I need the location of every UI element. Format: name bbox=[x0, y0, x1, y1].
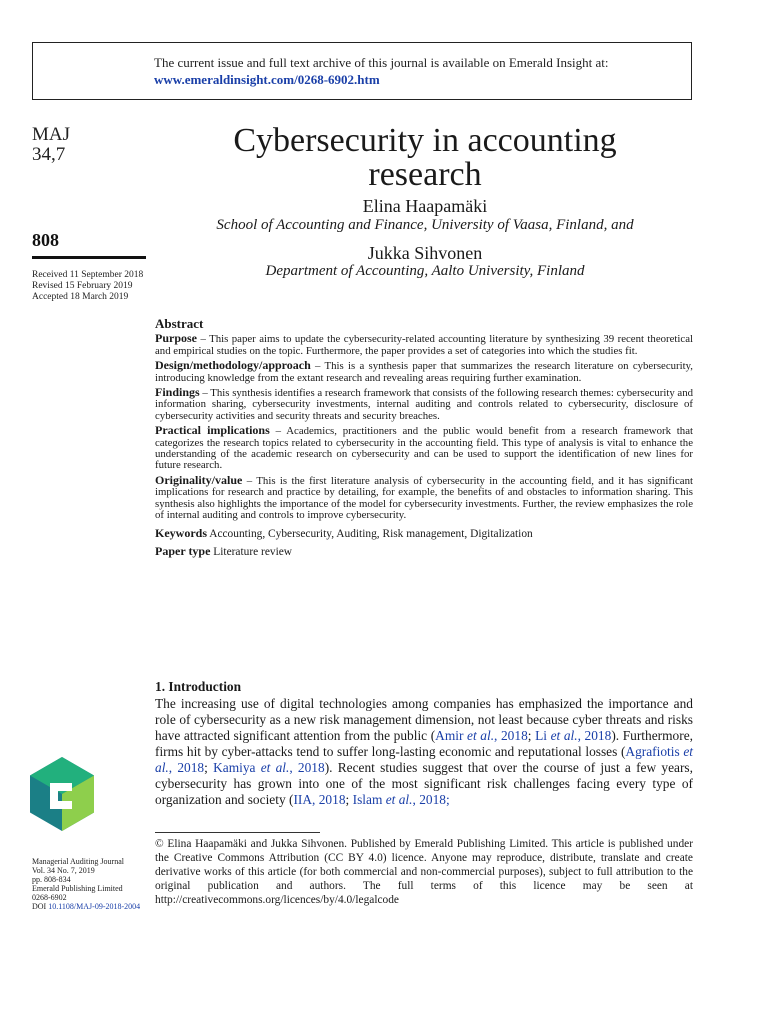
page-number-rule bbox=[32, 256, 146, 259]
journal-volume-issue: 34,7 bbox=[32, 144, 66, 165]
footer-pages: pp. 808-834 bbox=[32, 875, 71, 884]
citation-etal: et al. bbox=[385, 792, 413, 807]
keywords-label: Keywords bbox=[155, 525, 207, 540]
purpose-text: – This paper aims to update the cybersecurity-related accounting literature by synthesizing 39 recent theoretical and empirical studies on the topic. Furthermore, the paper provides a set of categories into which the studies fit. bbox=[155, 333, 693, 357]
paper-type bbox=[155, 543, 693, 558]
license-rule bbox=[155, 832, 320, 833]
intro-text: The increasing use of digital technologies among companies has emphasized the importance and role of cybersecurity as a new risk management dimension, not least because cyber threats and risks have attracted significant attention from the public ( bbox=[155, 696, 693, 743]
citation-author: Agrafiotis bbox=[625, 744, 684, 759]
abstract-practical bbox=[155, 425, 693, 472]
citation-author: Islam bbox=[352, 792, 386, 807]
introduction-section bbox=[155, 679, 693, 808]
emerald-logo-icon bbox=[30, 757, 94, 831]
title-line-2: research bbox=[368, 156, 482, 193]
findings-text: – This synthesis identifies a research framework that consists of the following research themes: cybersecurity and information sharing, cybersecurity investments, internal auditing and controls related to cybersecurity, disclosure of cybersecurity activities and security threats and security breaches. bbox=[155, 387, 694, 422]
doi-link[interactable]: 10.1108/MAJ-09-2018-2004 bbox=[48, 902, 141, 911]
paper-type-text: Literature review bbox=[210, 545, 293, 558]
originality-label: Originality/value bbox=[155, 472, 243, 487]
revised-date: Revised 15 February 2019 bbox=[32, 281, 133, 291]
journal-abbrev: MAJ bbox=[32, 124, 71, 145]
citation-separator: ; bbox=[527, 728, 536, 743]
intro-text: ). Recent studies suggest that over the course of just a few years, cybersecurity has grown into one of the most significant risk challenges facing every type of organization and society ( bbox=[155, 760, 693, 807]
intro-text: ). Furthermore, firms hit by cyber-attacks tend to suffer long-lasting economic and reputational losses ( bbox=[155, 728, 693, 759]
citation-kamiya[interactable] bbox=[213, 760, 325, 775]
footer-journal: Managerial Auditing Journal bbox=[32, 857, 124, 866]
footer-publisher: Emerald Publishing Limited bbox=[32, 884, 123, 893]
keywords-text: Accounting, Cybersecurity, Auditing, Risk management, Digitalization bbox=[207, 527, 533, 540]
design-text: – This is a synthesis paper that summarizes the research literature on cybersecurity, introducing knowledge from the extant research and revealing areas requiring further examination. bbox=[155, 360, 693, 384]
journal-url-link[interactable]: www.emeraldinsight.com/0268-6902.htm bbox=[154, 72, 380, 87]
submission-dates bbox=[32, 270, 143, 303]
footer-doi bbox=[32, 902, 152, 911]
title-line-1: Cybersecurity in accounting bbox=[233, 122, 617, 159]
citation-iia[interactable]: IIA, 2018 bbox=[293, 792, 346, 807]
doi-label: DOI bbox=[32, 902, 49, 911]
received-date: Received 11 September 2018 bbox=[32, 270, 144, 280]
design-label: Design/methodology/approach bbox=[155, 358, 311, 373]
findings-label: Findings bbox=[155, 385, 200, 400]
footer-issn: 0268-6902 bbox=[32, 893, 67, 902]
keywords bbox=[155, 525, 693, 540]
practical-text: – Academics, practitioners and the public would benefit from a research framework that categorizes the research topics related to cybersecurity in the accounting field. This type of analysis is vital to enhance the understanding of the academic research on cybersecurity and can be used to support the identification of new lines for future research. bbox=[155, 425, 693, 472]
affiliation-2: Department of Accounting, Aalto University, Finland bbox=[265, 263, 585, 279]
page-number: 808 bbox=[32, 230, 59, 250]
citation-islam[interactable] bbox=[353, 792, 446, 807]
license-text: © Elina Haapamäki and Jukka Sihvonen. Published by Emerald Publishing Limited. This article is published under the Creative Commons Attribution (CC BY 4.0) licence. Anyone may reproduce, distribute, translate and create derivative works of this article (for both commercial and non-commercial purposes), subject to full attribution to the original publication and authors. The full terms of this licence may be seen at http://creativecommons.org/licences/by/4.0/legalcode bbox=[155, 838, 693, 906]
practical-label: Practical implications bbox=[155, 423, 270, 438]
citation-author: Amir bbox=[435, 728, 468, 743]
journal-footer-info bbox=[32, 857, 152, 911]
citation-author: Li bbox=[535, 728, 551, 743]
citation-separator: ; bbox=[345, 792, 353, 807]
abstract-originality bbox=[155, 472, 693, 522]
citation-year: , 2018 bbox=[289, 760, 325, 775]
citation-separator: ; bbox=[445, 792, 450, 807]
footer-volume: Vol. 34 No. 7, 2019 bbox=[32, 866, 95, 875]
author-1: Elina Haapamäki bbox=[362, 196, 488, 216]
citation-year: , 2018 bbox=[168, 760, 205, 775]
citation-etal: et al. bbox=[155, 744, 693, 775]
citation-etal: et al. bbox=[260, 760, 290, 775]
abstract-design bbox=[155, 360, 693, 384]
citation-year: , 2018 bbox=[412, 792, 446, 807]
citation-year: , 2018 bbox=[494, 728, 528, 743]
affiliation-1: School of Accounting and Finance, University of Vaasa, Finland, and bbox=[216, 217, 634, 233]
citation-separator: ; bbox=[204, 760, 214, 775]
introduction-paragraph bbox=[155, 696, 693, 808]
purpose-label: Purpose bbox=[155, 331, 197, 346]
banner-text: The current issue and full text archive of this journal is available on Emerald Insight at: bbox=[154, 55, 609, 70]
article-title bbox=[155, 124, 695, 192]
originality-text: – This is the first literature analysis of cybersecurity in the accounting field, and it has significant implications for research and practice by detailing, for example, the benefits of and obstacles to information sharing. This synthesis also highlights the importance of the model for cybersecurity investments. Further, the review emphasizes the role of internal auditing and controls to improve cybersecurity. bbox=[155, 474, 693, 522]
citation-amir[interactable] bbox=[435, 728, 528, 743]
accepted-date: Accepted 18 March 2019 bbox=[32, 292, 129, 302]
citation-author: Kamiya bbox=[213, 760, 261, 775]
abstract-purpose bbox=[155, 333, 693, 357]
author-2: Jukka Sihvonen bbox=[367, 243, 483, 263]
abstract-findings bbox=[155, 387, 693, 422]
journal-code bbox=[32, 125, 70, 165]
introduction-heading: 1. Introduction bbox=[155, 679, 242, 694]
citation-etal: et al. bbox=[467, 728, 495, 743]
citation-year: , 2018 bbox=[577, 728, 612, 743]
paper-type-label: Paper type bbox=[155, 543, 211, 558]
citation-etal: et al. bbox=[550, 728, 578, 743]
citation-li[interactable] bbox=[535, 728, 611, 743]
abstract-section bbox=[155, 318, 693, 561]
abstract-heading: Abstract bbox=[155, 316, 204, 331]
journal-archive-banner bbox=[32, 42, 692, 100]
